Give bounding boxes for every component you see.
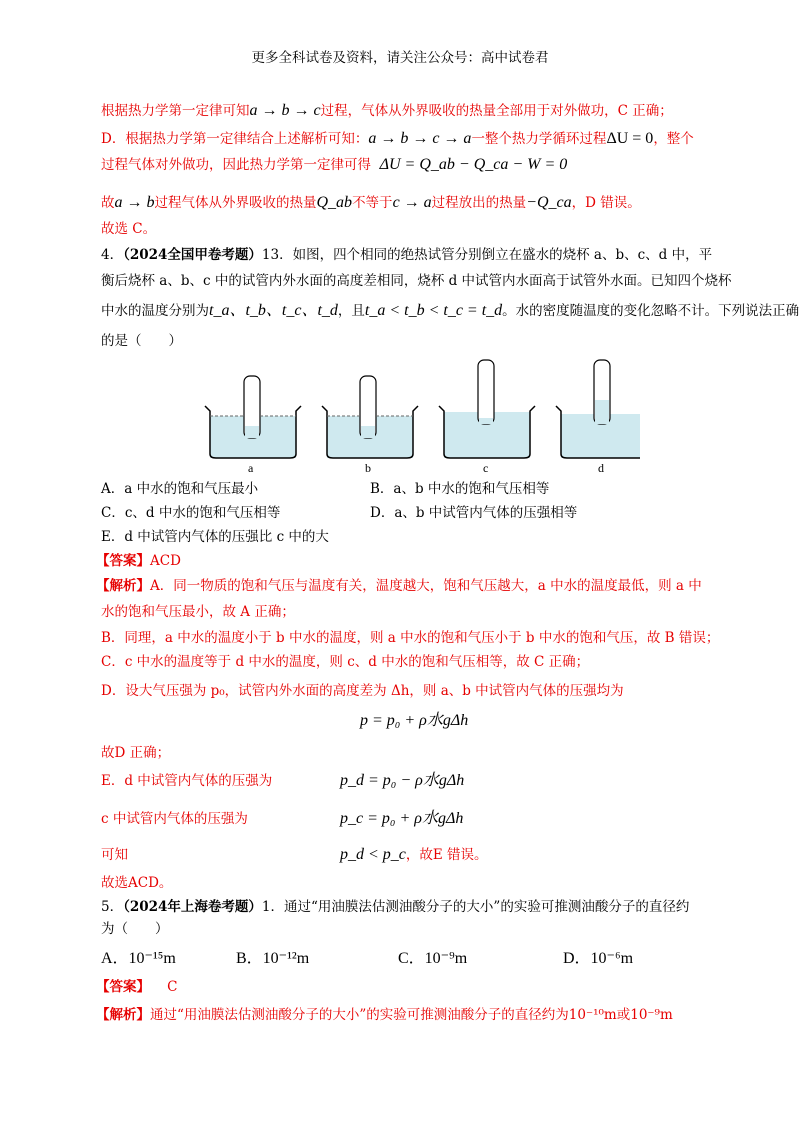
- q4-analysis-c: C．c 中水的温度等于 d 中水的温度，则 c、d 中水的饱和气压相等，故 C 正确；: [101, 654, 590, 670]
- q4-d-correct: 故D 正确；: [101, 745, 171, 761]
- q3-d-line2: 过程气体对外做功，因此热力学第一定律可得 ΔU = Q_ab − Q_ca − W = 0: [101, 156, 568, 173]
- q4-option-c: C．c、d 中水的饱和气压相等: [101, 505, 281, 521]
- q5-option-a: A．10⁻¹⁵m: [101, 950, 176, 967]
- beaker-d: [556, 360, 640, 475]
- q4-analysis-a2: 水的饱和气压最小，故 A 正确；: [101, 604, 295, 620]
- beakers-figure: [200, 356, 640, 476]
- q5-answer: 【答案】 C: [96, 979, 178, 995]
- q5-option-b: B．10⁻¹²m: [236, 950, 310, 967]
- q4-final: 故选ACD。: [101, 875, 173, 891]
- q5-analysis: 【解析】通过“用油膜法估测油酸分子的大小”的实验可推测油酸分子的直径约为10⁻¹⁰m或10⁻⁹m: [96, 1007, 673, 1023]
- equation-p: p = p₀ + ρ水gΔh: [360, 712, 469, 729]
- q4-analysis-b: B．同理，a 中水的温度小于 b 中水的温度，则 a 中水的饱和气压小于 b 中水的饱和气压，故 B 错误；: [101, 630, 720, 646]
- q3-d-line3: 故a → b过程气体从外界吸收的热量Q_ab不等于c → a过程放出的热量−Q_ca，D 错误。: [101, 194, 641, 211]
- beaker-b: [322, 376, 418, 475]
- q4-analysis-e: E．d 中试管内气体的压强为: [101, 773, 273, 789]
- q4-stem-1: 4．（2024全国甲卷考题）13．如图，四个相同的绝热试管分别倒立在盛水的烧杯 a、b、c、d 中，平: [101, 247, 713, 263]
- q4-stem-4: 的是（ ）: [101, 333, 182, 349]
- equation-compare: p_d < p_c，故E 错误。: [340, 846, 488, 863]
- label-b: b: [365, 461, 371, 475]
- q4-kezhi: 可知: [101, 847, 128, 863]
- q5-stem-2: 为（ ）: [101, 921, 169, 937]
- beaker-c: [439, 360, 535, 475]
- q4-option-d: D．a、b 中试管内气体的压强相等: [370, 505, 578, 521]
- q4-option-e: E．d 中试管内气体的压强比 c 中的大: [101, 529, 329, 545]
- q4-option-a: A．a 中水的饱和气压最小: [101, 481, 259, 497]
- equation-pd: p_d = p₀ − ρ水gΔh: [340, 772, 465, 789]
- equation-pc: p_c = p₀ + ρ水gΔh: [340, 810, 464, 827]
- q4-stem-2: 衡后烧杯 a、b、c 中的试管内外水面的高度差相同，烧杯 d 中试管内水面高于试管外水面。已知四个烧杯: [101, 273, 732, 289]
- label-c: c: [483, 461, 489, 475]
- q4-answer: 【答案】ACD: [96, 553, 181, 569]
- page-header: 更多全科试卷及资料，请关注公众号：高中试卷君: [251, 50, 549, 66]
- q5-option-c: C．10⁻⁹m: [398, 950, 468, 967]
- label-d: d: [598, 461, 604, 475]
- q5-option-d: D．10⁻⁶m: [563, 950, 634, 967]
- q3-answer: 故选 C。: [101, 221, 157, 237]
- beaker-a: [205, 376, 301, 475]
- q5-stem-1: 5．（2024年上海卷考题）1．通过“用油膜法估测油酸分子的大小”的实验可推测油酸分子的直径约: [101, 899, 690, 915]
- label-a: a: [248, 461, 254, 475]
- q4-analysis-a1: 【解析】A．同一物质的饱和气压与温度有关，温度越大，饱和气压越大，a 中水的温度最低，则 a 中: [96, 578, 702, 594]
- q4-stem-3: 中水的温度分别为t_a、t_b、t_c、t_d，且t_a < t_b < t_c = t_d。水的密度随温度的变化忽略不计。下列说法正确: [101, 302, 800, 319]
- q4-analysis-pc-label: c 中试管内气体的压强为: [101, 811, 248, 827]
- q3-c-line: 根据热力学第一定律可知a → b → c过程，气体从外界吸收的热量全部用于对外做功，C 正确；: [101, 102, 673, 119]
- q3-d-line1: D．根据热力学第一定律结合上述解析可知：a → b → c → a一整个热力学循环过程ΔU = 0，整个: [101, 130, 694, 147]
- q4-option-b: B．a、b 中水的饱和气压相等: [370, 481, 550, 497]
- q4-analysis-d: D．设大气压强为 p₀，试管内外水面的高度差为 Δh，则 a、b 中试管内气体的压强均为: [101, 683, 624, 699]
